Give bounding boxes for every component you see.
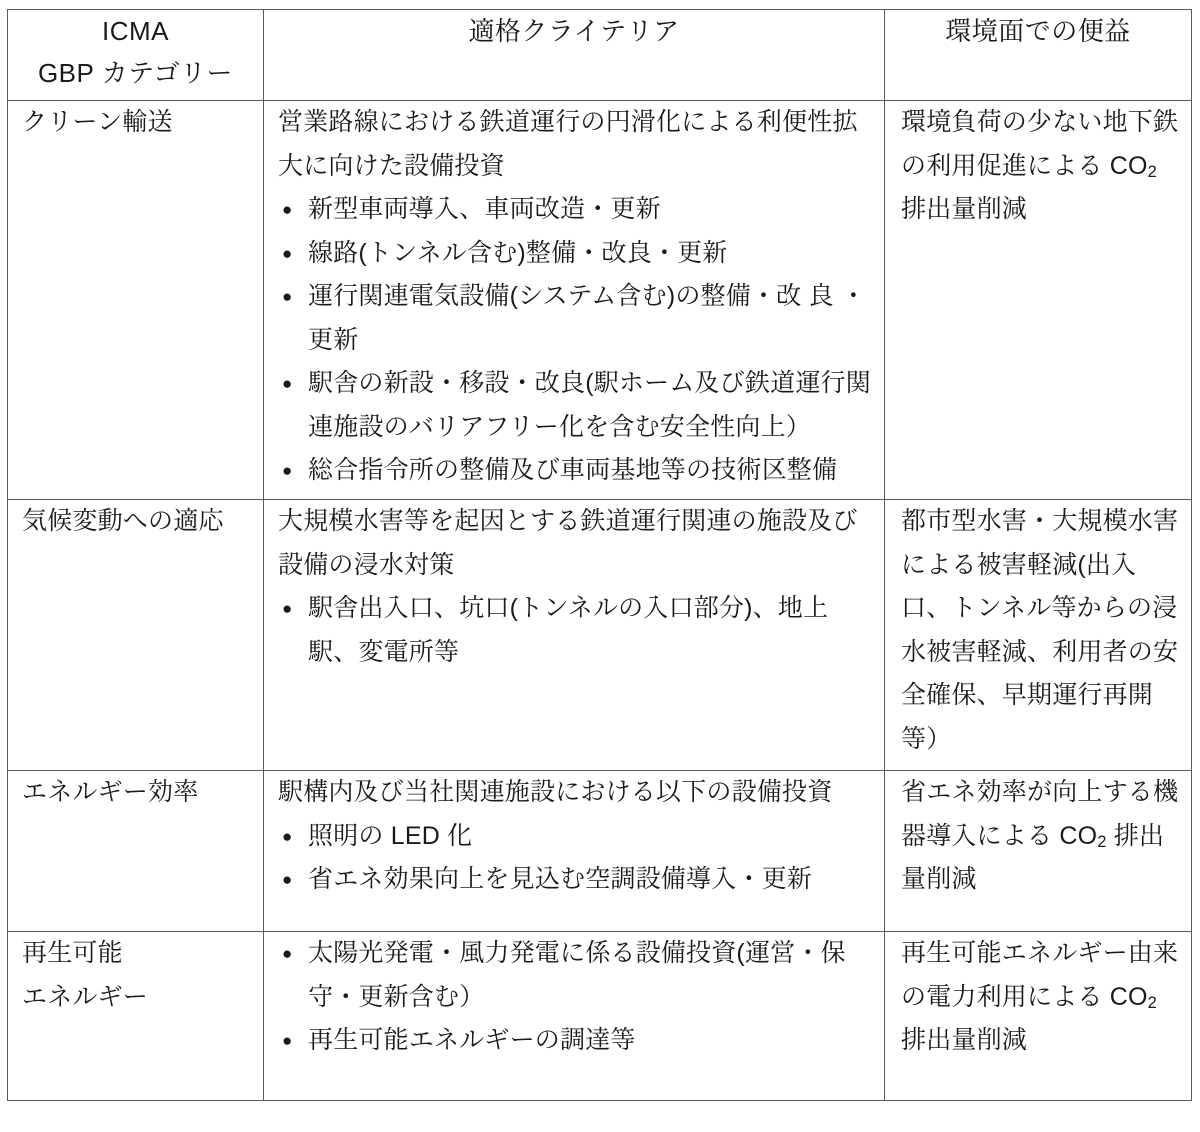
criteria-intro-text: 営業路線における鉄道運行の円滑化による利便性拡大に向けた設備投資: [278, 108, 858, 180]
table-row: [8, 101, 1192, 500]
list-item: ● 新型車両導入、車両改造・更新: [278, 188, 876, 232]
table-row: [8, 771, 1192, 932]
cell-benefit-climate-change-adaptation: [885, 500, 1192, 771]
column-header-benefit-label: 環境面での便益: [945, 16, 1131, 46]
table-header-row: [8, 10, 1192, 101]
list-item: ● 運行関連電気設備(システム含む)の整備・改 良 ・更新: [278, 275, 876, 362]
eligibility-criteria-table: [7, 9, 1192, 1101]
benefit-text: [901, 101, 1181, 232]
category-label-line: クリーン輸送: [22, 108, 173, 136]
benefit-text: [901, 500, 1181, 761]
list-item: ● 総合指令所の整備及び車両基地等の技術区整備: [278, 449, 876, 493]
category-label-line: エネルギー効率: [22, 778, 199, 806]
category-label-line: エネルギー: [22, 982, 149, 1011]
co2-formula-main: CO: [1059, 821, 1098, 850]
list-item: ● 太陽光発電・風力発電に係る設備投資(運営・保守・更新含む）: [278, 932, 876, 1019]
cell-category-energy-efficiency: [8, 771, 264, 932]
co2-formula-subscript: 2: [1097, 833, 1107, 852]
cell-benefit-clean-transportation: [885, 101, 1192, 500]
column-header-category-line1: ICMA: [102, 16, 169, 46]
co2-formula-subscript: 2: [1147, 163, 1158, 182]
table-row: [8, 932, 1192, 1101]
list-item: ● 再生可能エネルギーの調達等: [278, 1019, 876, 1063]
cell-benefit-energy-efficiency: [885, 771, 1192, 932]
co2-formula-main: CO: [1109, 151, 1148, 180]
list-item: ● 駅舎の新設・移設・改良(駅ホーム及び鉄道運行関連施設のバリアフリー化を含む安全性向上）: [278, 362, 876, 449]
benefit-text: [901, 771, 1181, 902]
cell-criteria-climate-change-adaptation: [264, 500, 885, 771]
co2-formula-main: CO: [1109, 982, 1148, 1011]
cell-category-climate-change-adaptation: [8, 500, 264, 771]
benefit-text-post: 排出量削減: [901, 1026, 1028, 1054]
cell-benefit-renewable-energy: [885, 932, 1192, 1101]
criteria-bullet-list: [278, 932, 876, 1063]
list-item: ● 線路(トンネル含む)整備・改良・更新: [278, 232, 876, 276]
cell-criteria-clean-transportation: [264, 101, 885, 500]
benefit-text-pre: 再生可能エネルギー由来の電力利用による: [901, 939, 1179, 1011]
benefit-text: [901, 932, 1181, 1063]
cell-category-clean-transportation: [8, 101, 264, 500]
benefit-text-pre: 環境負荷の少ない地下鉄の利用促進による: [901, 108, 1179, 180]
category-label-line: 再生可能: [22, 939, 123, 967]
co2-formula-subscript: 2: [1147, 994, 1158, 1013]
column-header-criteria: [264, 10, 885, 101]
table-row: [8, 500, 1192, 771]
benefit-text-post: 排出量削減: [901, 195, 1028, 223]
criteria-bullet-list: [278, 815, 876, 902]
cell-category-renewable-energy: [8, 932, 264, 1101]
category-label-line: 気候変動への適応: [22, 507, 224, 535]
benefit-text-pre: 都市型水害・大規模水害による被害軽減(出入口、トンネル等からの浸水被害軽減、利用者の安全確保、早期運行再開等）: [901, 507, 1179, 753]
co2-formula: [1059, 822, 1106, 850]
criteria-bullet-list: [278, 188, 876, 493]
co2-formula: [1110, 152, 1157, 180]
cell-criteria-renewable-energy: [264, 932, 885, 1101]
column-header-criteria-label: 適格クライテリア: [468, 16, 680, 46]
benefit-text-pre: 省エネ効率が向上する機器導入による: [901, 778, 1179, 850]
cell-criteria-energy-efficiency: [264, 771, 885, 932]
table-body: [8, 101, 1192, 1101]
criteria-intro-text: 駅構内及び当社関連施設における以下の設備投資: [278, 778, 833, 806]
column-header-benefit: [885, 10, 1192, 101]
list-item: ● 省エネ効果向上を見込む空調設備導入・更新: [278, 858, 876, 902]
criteria-bullet-list: [278, 587, 876, 674]
criteria-intro-text: 大規模水害等を起因とする鉄道運行関連の施設及び設備の浸水対策: [278, 507, 858, 579]
co2-formula: [1110, 983, 1157, 1011]
column-header-category: [8, 10, 264, 101]
table-header: [8, 10, 1192, 101]
column-header-category-line2: GBP カテゴリー: [37, 58, 234, 89]
benefit-text-post: 排出量削減: [901, 821, 1165, 893]
list-item: ● 駅舎出入口、坑口(トンネルの入口部分)、地上駅、変電所等: [278, 587, 876, 674]
list-item: ● 照明の LED 化: [278, 815, 876, 859]
